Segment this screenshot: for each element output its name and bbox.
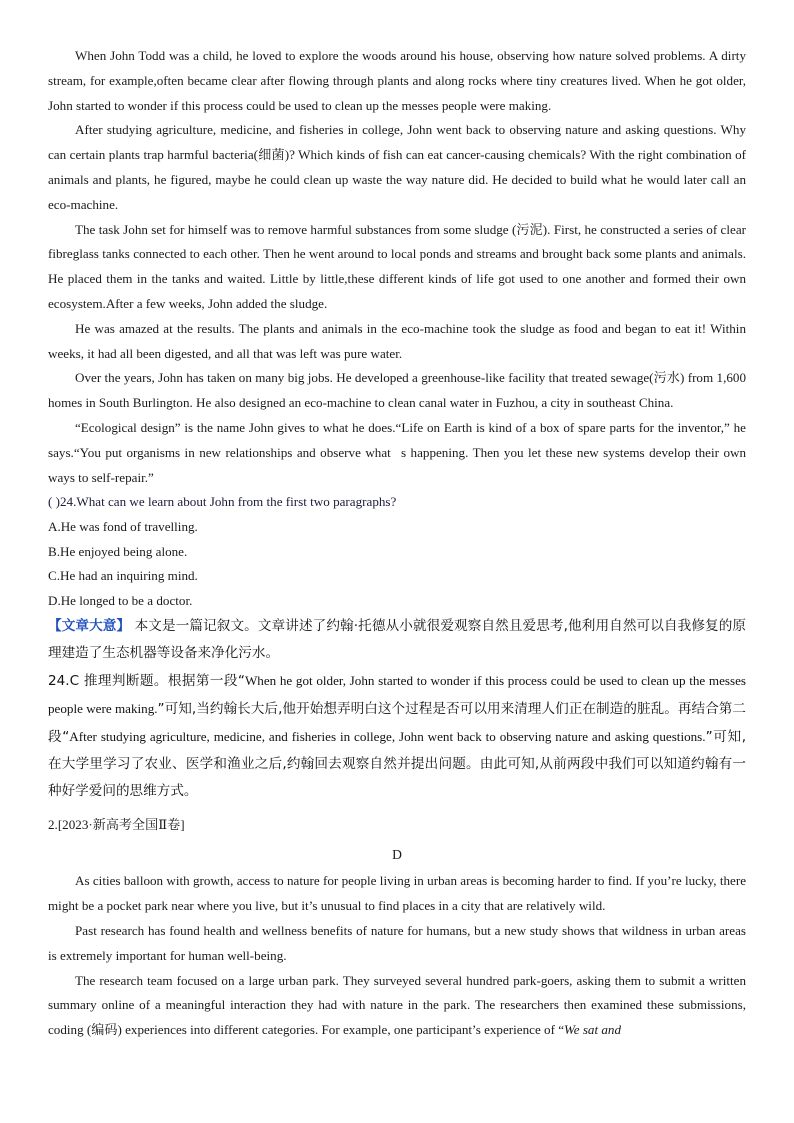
summary-tag: 【文章大意】 [48, 618, 131, 635]
analysis-lead: 24.C 推理判断题。根据第一段“ [48, 673, 245, 690]
question-option-d: D.He longed to be a doctor. [48, 592, 193, 608]
passage1-paragraph-1: When John Todd was a child, he loved to explore the woods around his house, observing how nature solved problems. A dirty stream, for example,often became clear after flowing through plants and along rocks where tiny creatures lived. When he got older, John started to wonder if this process could be used to clean up the messes people were making. [48, 48, 746, 113]
question-option-c: C.He had an inquiring mind. [48, 568, 198, 584]
section2-source: 2.[2023·新高考全国Ⅱ卷] [48, 817, 185, 833]
analysis-mid: ”可知,当约翰长大后,他开始想弄明白这个过程是否可以用来清理人们正在制造的脏乱。再结合第二段“ [48, 701, 747, 746]
section2-paragraph-1: As cities balloon with growth, access to nature for people living in urban areas is becoming harder to find. If you’re lucky, there might be a pocket park near where you live, but it’s unusual to find places in a city that are relatively wild. [48, 873, 746, 914]
summary-text: 本文是一篇记叙文。文章讲述了约翰·托德从小就很爱观察自然且爱思考,他利用自然可以自我修复的原理建造了生态机器等设备来净化污水。 [48, 618, 746, 662]
passage1-paragraph-4: He was amazed at the results. The plants and animals in the eco-machine took the sludge as food and began to eat it! Within weeks, it had all been digested, and all that was left was pure water. [48, 320, 746, 361]
analysis-block [48, 667, 746, 805]
question-option-a: A.He was fond of travelling. [48, 518, 198, 534]
passage1-paragraph-6: “Ecological design” is the name John gives to what he does.“Life on Earth is kind of a box of spare parts for the inventor,” he says.“You put organisms in new relationships and observe what s happening. Then you let these new systems develop their own ways to self-repair.” [48, 419, 746, 485]
analysis-quote-1: When he got older, John started to wonder if this process could be used to clean up the messes people were making. [48, 673, 746, 717]
section2-paragraph-2: Past research has found health and wellness benefits of nature for humans, but a new study shows that wildness in urban areas is extremely important for human well-being. [48, 922, 746, 963]
question-option-b: B.He enjoyed being alone. [48, 543, 188, 559]
section2-letter: D [392, 847, 402, 863]
passage1-paragraph-3: The task John set for himself was to remove harmful substances from some sludge (污泥). First, he constructed a series of clear fibreglass tanks connected to each other. Then he went around to local ponds and streams and brought back some plants and animals. He placed them in the tanks and waited. Little by little,these different kinds of life got used to one another and formed their own ecosystem.After a few weeks, John added the sludge. [48, 221, 746, 311]
passage1-paragraph-2: After studying agriculture, medicine, and fisheries in college, John went back to observing nature and asking questions. Why can certain plants trap harmful bacteria(细菌)? Which kinds of fish can eat cancer-causing chemicals? With the right combination of animals and plants, he figured, maybe he could clean up waste the way nature did. He decided to build what he would later call an eco-machine. [48, 122, 746, 212]
document-page [48, 44, 746, 1043]
section2-paragraph-3-text: The research team focused on a large urban park. They surveyed several hundred park-goers, asking them to submit a written summary online of a meaningful interaction they had with nature in the park. The researchers then examined these submissions, coding (编码) experiences into different categories. For example, one participant’s experience of “ [48, 972, 746, 1038]
summary-block [48, 613, 746, 667]
section2-paragraph-3 [48, 969, 746, 1043]
passage1-paragraph-5: Over the years, John has taken on many big jobs. He developed a greenhouse-like facility that treated sewage(污水) from 1,600 homes in South Burlington. He also designed an eco-machine to clean canal water in Fuzhou, a city in southeast China. [48, 370, 746, 411]
analysis-tail: ”可知,在大学里学习了农业、医学和渔业之后,约翰回去观察自然并提出问题。由此可知,从前两段中我们可以知道约翰有一种好学爱问的思维方式。 [48, 729, 747, 800]
section2-paragraph-3-italic: We sat and [564, 1022, 622, 1038]
question-stem: ( )24.What can we learn about John from the first two paragraphs? [48, 494, 397, 510]
analysis-quote-2: After studying agriculture, medicine, and fisheries in college, John went back to observing nature and asking questions. [69, 729, 706, 745]
